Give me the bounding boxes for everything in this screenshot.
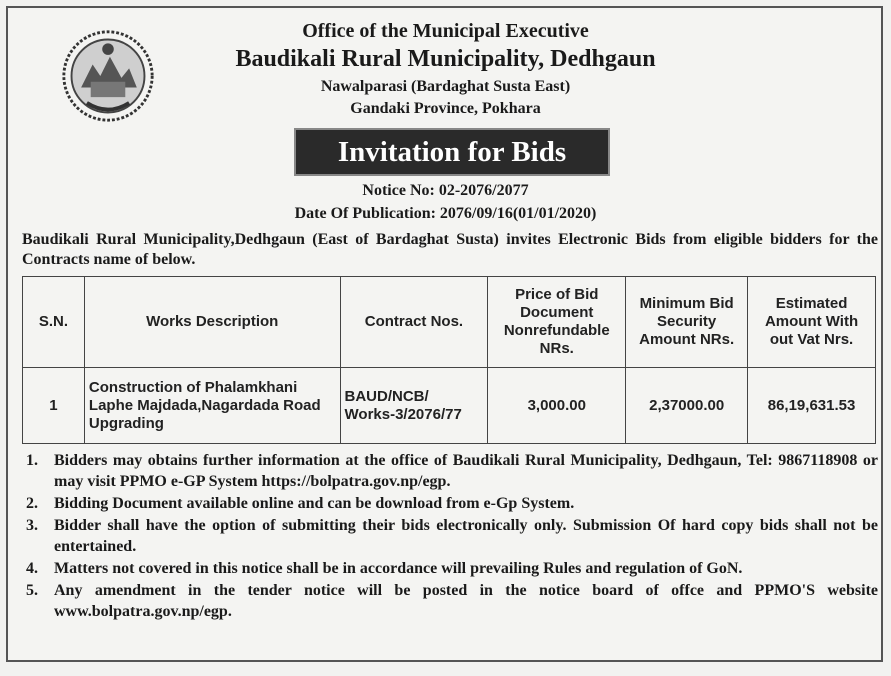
list-item-number: 5. <box>26 582 38 599</box>
bids-table <box>22 276 876 444</box>
notice-number: Notice No: 02-2076/2077 <box>362 182 529 199</box>
publication-date: Date Of Publication: 2076/09/16(01/01/2020) <box>294 205 597 222</box>
list-item-number: 3. <box>26 517 38 534</box>
list-item <box>22 558 878 579</box>
cell-price: 3,000.00 <box>488 368 626 444</box>
list-item <box>22 515 878 557</box>
list-item <box>22 580 878 622</box>
list-item-text: Bidder shall have the option of submitting their bids electronically only. Submission Of hard copy bids shall not be entertained. <box>54 517 878 555</box>
cell-security: 2,37000.00 <box>626 368 748 444</box>
list-item-text: Matters not covered in this notice shall be in accordance will prevailing Rules and regulation of GoN. <box>54 560 743 577</box>
province-line: Gandaki Province, Pokhara <box>350 100 541 117</box>
list-item <box>22 493 878 514</box>
list-item-number: 4. <box>26 560 38 577</box>
district-line: Nawalparasi (Bardaghat Susta East) <box>320 78 571 95</box>
list-item-number: 2. <box>26 495 38 512</box>
conditions-list <box>22 450 878 623</box>
list-item-text: Bidders may obtains further information at the office of Baudikali Rural Municipality, Dedhgaun, Tel: 9867118908 or may visit PPMO e-GP System https://bolpatra.gov.np/egp. <box>54 452 878 490</box>
header-works-description: Works Description <box>84 277 340 368</box>
table-header-row <box>23 277 876 368</box>
office-title: Office of the Municipal Executive <box>302 20 589 42</box>
intro-paragraph: Baudikali Rural Municipality,Dedhgaun (East of Bardaghat Susta) invites Electronic Bids from eligible bidders for the Contracts name of below. <box>22 231 878 268</box>
cell-estimated: 86,19,631.53 <box>748 368 876 444</box>
table-row <box>23 368 876 444</box>
list-item <box>22 450 878 492</box>
header-minimum-bid-security: Minimum Bid Security Amount NRs. <box>626 277 748 368</box>
header-price-of-bid-document: Price of Bid Document Nonrefundable NRs. <box>488 277 626 368</box>
invitation-banner: Invitation for Bids <box>296 130 608 174</box>
list-item-text: Any amendment in the tender notice will be posted in the notice board of offce and PPMO'S website www.bolpatra.gov.np/egp. <box>54 582 878 620</box>
header-estimated-amount: Estimated Amount With out Vat Nrs. <box>748 277 876 368</box>
cell-sn: 1 <box>23 368 85 444</box>
municipality-name: Baudikali Rural Municipality, Dedhgaun <box>235 46 656 72</box>
header-contract-nos: Contract Nos. <box>340 277 488 368</box>
header-sn: S.N. <box>23 277 85 368</box>
cell-works-description: Construction of Phalamkhani Laphe Majdada,Nagardada Road Upgrading <box>84 368 340 444</box>
list-item-number: 1. <box>26 452 38 469</box>
cell-contract-nos: BAUD/NCB/ Works-3/2076/77 <box>340 368 488 444</box>
list-item-text: Bidding Document available online and can be download from e-Gp System. <box>54 495 575 512</box>
